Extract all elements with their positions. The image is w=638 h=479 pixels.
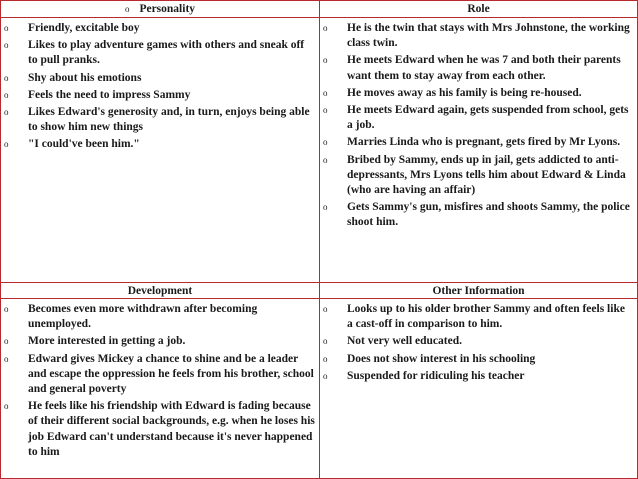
role-header <box>320 1 637 18</box>
list-item-text: Friendly, excitable boy <box>28 22 140 34</box>
list-item-text: Does not show interest in his schooling <box>347 352 536 365</box>
list-item <box>320 53 637 83</box>
list-item <box>1 137 319 152</box>
role-cell <box>320 18 637 282</box>
list-item <box>320 302 637 332</box>
list-item <box>320 334 637 349</box>
list-item-text: "I could've been him." <box>28 138 140 151</box>
list-item <box>1 38 319 68</box>
list-item-text: Shy about his emotions <box>28 71 142 84</box>
list-item-text: He is the twin that stays with Mrs Johnstone, the working class twin. <box>347 22 630 50</box>
bullet-icon: o <box>323 55 328 66</box>
personality-header <box>1 1 320 18</box>
list-item <box>320 153 637 199</box>
list-item <box>1 71 319 86</box>
list-item-text: He meets Edward again, gets suspended from school, gets a job. <box>347 104 629 132</box>
role-list <box>320 18 637 231</box>
bullet-icon: o <box>323 202 328 213</box>
list-item-text: He moves away as his family is being re-housed. <box>347 86 582 99</box>
development-cell <box>1 299 320 478</box>
list-item-text: Becomes even more withdrawn after becoming unemployed. <box>28 303 258 331</box>
list-item-text: More interested in getting a job. <box>28 335 186 348</box>
list-item <box>320 86 637 101</box>
bullet-icon: o <box>323 370 328 381</box>
list-item <box>1 352 319 398</box>
bullet-icon: o <box>4 139 9 150</box>
other-information-cell <box>320 299 637 478</box>
list-item <box>1 21 319 36</box>
list-item-text: Not very well educated. <box>347 335 462 348</box>
personality-header-bullet: o <box>124 4 130 14</box>
bullet-icon: o <box>4 23 9 33</box>
bullet-icon: o <box>323 304 328 314</box>
bullet-icon: o <box>323 336 328 347</box>
bullet-icon: o <box>323 105 328 116</box>
other-information-list <box>320 299 637 384</box>
bullet-icon: o <box>4 304 9 314</box>
list-item-text: Likes to play adventure games with others and sneak off to pull pranks. <box>28 39 305 67</box>
list-item-text: Suspended for ridiculing his teacher <box>347 369 525 382</box>
list-item-text: Likes Edward's generosity and, in turn, enjoys being able to show him new things <box>28 106 310 134</box>
list-item <box>1 302 319 332</box>
bullet-icon: o <box>4 353 9 364</box>
list-item-text: Looks up to his older brother Sammy and often feels like a cast-off in comparison to him. <box>347 303 625 331</box>
bullet-icon: o <box>323 137 328 148</box>
development-title: Development <box>127 285 193 297</box>
list-item <box>320 135 637 150</box>
list-item-text: Marries Linda who is pregnant, gets fired by Mr Lyons. <box>347 136 621 149</box>
bullet-icon: o <box>4 401 9 412</box>
list-item <box>320 103 637 133</box>
development-header <box>1 282 320 299</box>
other-information-header <box>320 282 637 299</box>
list-item <box>320 369 637 384</box>
bullet-icon: o <box>4 89 9 100</box>
list-item <box>1 399 319 460</box>
list-item-text: He feels like his friendship with Edward is fading because of their different social backgrounds, e.g. when he loses his job Edward can't understand because it's never happened to him <box>28 400 315 458</box>
personality-list <box>1 18 319 153</box>
list-item <box>1 88 319 103</box>
list-item-text: Gets Sammy's gun, misfires and shoots Sammy, the police shoot him. <box>347 201 630 229</box>
personality-cell <box>1 18 320 282</box>
list-item-text: Feels the need to impress Sammy <box>28 88 191 101</box>
bullet-icon: o <box>323 154 328 165</box>
bullet-icon: o <box>4 40 9 51</box>
bullet-icon: o <box>4 107 9 118</box>
list-item <box>320 352 637 367</box>
development-list <box>1 299 319 460</box>
list-item-text: Bribed by Sammy, ends up in jail, gets addicted to anti-depressants, Mrs Lyons tells him about Edward & Linda (who are having an affair) <box>347 153 626 197</box>
bullet-icon: o <box>4 72 9 83</box>
bullet-icon: o <box>323 87 328 98</box>
list-item-text: He meets Edward when he was 7 and both their parents want them to stay away from each other. <box>347 54 621 82</box>
list-item <box>320 200 637 230</box>
bullet-icon: o <box>323 353 328 364</box>
other-information-title: Other Information <box>432 285 525 297</box>
bullet-icon: o <box>323 23 328 33</box>
role-title: Role <box>467 3 490 15</box>
list-item <box>1 105 319 135</box>
list-item-text: Edward gives Mickey a chance to shine and be a leader and escape the oppression he feels from his brother, school and general poverty <box>28 352 314 396</box>
list-item <box>320 21 637 51</box>
list-item <box>1 334 319 349</box>
personality-title: Personality <box>139 3 196 15</box>
bullet-icon: o <box>4 336 9 347</box>
